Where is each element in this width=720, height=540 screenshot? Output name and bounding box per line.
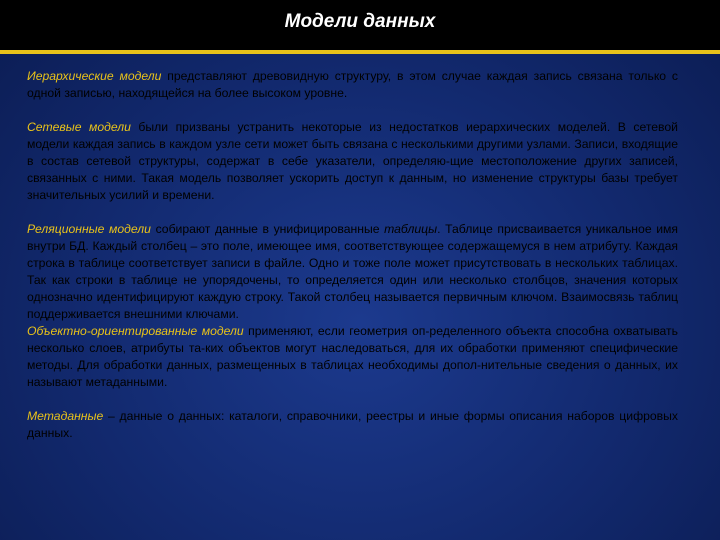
slide-body [27, 68, 678, 442]
term-object-oriented: Объектно-ориентированные модели [27, 324, 244, 338]
paragraph-hierarchical [27, 68, 678, 102]
term-metadata: Метаданные [27, 409, 104, 423]
text-relational-after: . Таблице присваивается уникальное имя внутри БД. Каждый столбец – это поле, имеющее имя, соответствующее содержащемуся в нем атрибуту. Каждая строка в таблице соответствует записи в файле. Одно и тоже поле может присутствовать в нескольких таблицах. Так как строки в таблице не упорядочены, то определяется один или несколько столбцов, значения которых однозначно идентифицируют каждую строку. Такой столбец называется первичным ключом. Взаимосвязь таблиц поддерживается внешними ключами. [27, 222, 679, 321]
text-hierarchical: представляют древовидную структуру, в этом случае каждая запись связана только с одной записью, находящейся на более высоком уровне. [27, 69, 678, 100]
term-network: Сетевые модели [27, 120, 131, 134]
title-underline [0, 50, 720, 54]
text-relational-tables: таблицы [384, 222, 438, 236]
paragraph-metadata [27, 408, 678, 442]
paragraph-object-oriented [27, 323, 678, 391]
text-metadata: – данные о данных: каталоги, справочники, реестры и иные формы описания наборов цифровых данных. [27, 409, 678, 440]
term-hierarchical: Иерархические модели [27, 69, 162, 83]
term-relational: Реляционные модели [27, 222, 151, 236]
text-network: были призваны устранить некоторые из недостатков иерархических моделей. В сетевой модели каждая запись в каждом узле сети может быть связана с несколькими другими узлами. Записи, входящие в состав сетевой структуры, содержат в себе указатели, определяю-щие местоположение других записей, связанных с ними. Такая модель позволяет ускорить доступ к данным, но изменение структуры базы требует значительных усилий и времени. [27, 120, 678, 202]
slide-title: Модели данных [284, 11, 436, 32]
paragraph-network [27, 119, 678, 204]
text-object-oriented: применяют, если геометрия оп-ределенного объекта способна охватывать несколько слоев, атрибуты та-ких объектов могут наследоваться, для их обработки применяют специфические методы. Для обработки данных, размещенных в таблицах необходимы допол-нительные сведения о данных, их называют метаданными. [27, 324, 678, 389]
paragraph-relational [27, 221, 678, 323]
text-relational-before: собирают данные в унифицированные [150, 222, 385, 236]
